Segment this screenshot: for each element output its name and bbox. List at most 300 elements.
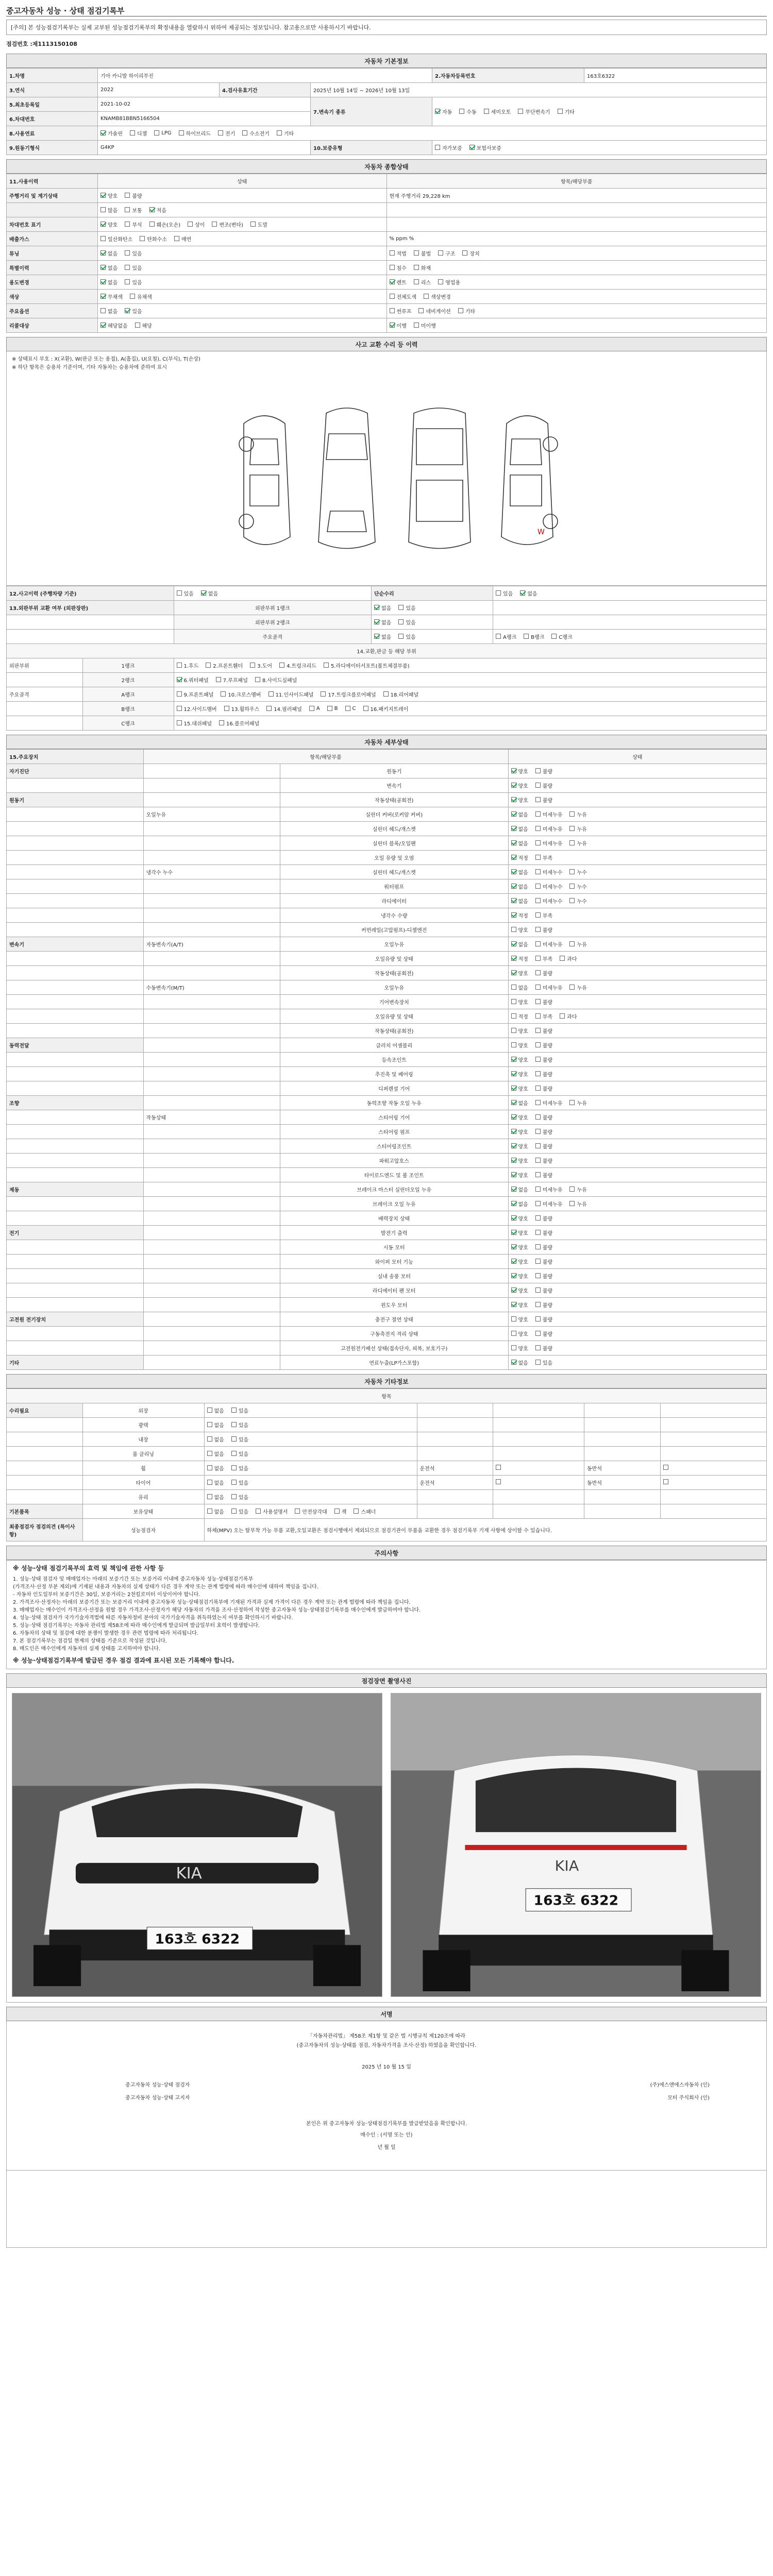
- checkbox-icon[interactable]: [242, 130, 247, 135]
- checkbox-icon[interactable]: [374, 605, 379, 610]
- checkbox-icon[interactable]: [496, 634, 501, 639]
- checkbox-icon[interactable]: [231, 1408, 237, 1413]
- checkbox-icon[interactable]: [511, 1172, 516, 1177]
- extra-side-option[interactable]: [663, 1479, 670, 1484]
- checkbox-icon[interactable]: [459, 109, 464, 114]
- checkbox-icon[interactable]: [511, 811, 516, 817]
- extra-option[interactable]: [207, 1450, 224, 1458]
- overall-option[interactable]: [100, 307, 117, 315]
- parts-option[interactable]: [324, 662, 410, 669]
- checkbox-icon[interactable]: [390, 279, 395, 284]
- overall-option[interactable]: [100, 293, 123, 300]
- detail-option[interactable]: [511, 1171, 528, 1179]
- rank-grade-option[interactable]: [524, 633, 544, 640]
- parts-option[interactable]: [177, 676, 209, 684]
- checkbox-icon[interactable]: [535, 1259, 541, 1264]
- detail-option[interactable]: [569, 810, 586, 818]
- extra-option[interactable]: [295, 1507, 327, 1515]
- checkbox-icon[interactable]: [462, 250, 467, 256]
- checkbox-icon[interactable]: [414, 279, 419, 284]
- checkbox-icon[interactable]: [177, 706, 182, 711]
- checkbox-icon[interactable]: [535, 1331, 541, 1336]
- detail-option[interactable]: [511, 854, 528, 861]
- checkbox-icon[interactable]: [207, 1408, 212, 1413]
- checkbox-icon[interactable]: [535, 1114, 541, 1120]
- overall-option[interactable]: [149, 206, 166, 214]
- detail-option[interactable]: [569, 839, 586, 847]
- parts-option[interactable]: [206, 662, 243, 669]
- extra-option[interactable]: [207, 1435, 224, 1443]
- checkbox-icon[interactable]: [414, 323, 419, 328]
- checkbox-icon[interactable]: [496, 590, 501, 596]
- extra-option[interactable]: [231, 1421, 248, 1429]
- detail-option[interactable]: [535, 911, 552, 919]
- checkbox-icon[interactable]: [207, 1422, 212, 1427]
- detail-option[interactable]: [535, 825, 563, 833]
- checkbox-icon[interactable]: [535, 1143, 541, 1148]
- checkbox-icon[interactable]: [511, 1042, 516, 1047]
- checkbox-icon[interactable]: [511, 869, 516, 874]
- parts-option[interactable]: [219, 719, 259, 727]
- detail-option[interactable]: [535, 1214, 552, 1222]
- checkbox-icon[interactable]: [435, 109, 440, 114]
- detail-option[interactable]: [511, 897, 528, 905]
- repair-option[interactable]: [496, 589, 513, 597]
- checkbox-icon[interactable]: [179, 130, 184, 135]
- checkbox-icon[interactable]: [535, 869, 541, 874]
- detail-option[interactable]: [560, 1012, 577, 1020]
- overall-option[interactable]: [125, 278, 142, 286]
- overall-option[interactable]: [125, 307, 142, 315]
- checkbox-icon[interactable]: [231, 1422, 237, 1427]
- checkbox-icon[interactable]: [125, 250, 130, 256]
- trans-option[interactable]: [484, 108, 511, 115]
- fuel-option[interactable]: [154, 130, 171, 136]
- checkbox-icon[interactable]: [511, 1287, 516, 1293]
- checkbox-icon[interactable]: [518, 109, 523, 114]
- checkbox-icon[interactable]: [201, 590, 206, 596]
- checkbox-icon[interactable]: [535, 1129, 541, 1134]
- extra-option[interactable]: [207, 1406, 224, 1414]
- checkbox-icon[interactable]: [511, 855, 516, 860]
- checkbox-icon[interactable]: [374, 634, 379, 639]
- detail-option[interactable]: [511, 796, 528, 804]
- detail-option[interactable]: [511, 1258, 528, 1265]
- detail-option[interactable]: [511, 1041, 528, 1049]
- parts-option[interactable]: [250, 662, 272, 669]
- checkbox-icon[interactable]: [535, 927, 541, 932]
- detail-option[interactable]: [511, 1070, 528, 1078]
- overall-option[interactable]: [250, 221, 267, 228]
- detail-option[interactable]: [511, 1301, 528, 1309]
- checkbox-icon[interactable]: [511, 999, 516, 1004]
- checkbox-icon[interactable]: [663, 1465, 668, 1470]
- rank-grade-option[interactable]: [551, 633, 572, 640]
- checkbox-icon[interactable]: [414, 250, 419, 256]
- checkbox-icon[interactable]: [569, 869, 575, 874]
- checkbox-icon[interactable]: [154, 130, 159, 135]
- extra-option[interactable]: [207, 1421, 224, 1429]
- checkbox-icon[interactable]: [383, 691, 389, 697]
- overall-option[interactable]: [100, 192, 117, 199]
- checkbox-icon[interactable]: [560, 956, 565, 961]
- detail-option[interactable]: [511, 1330, 528, 1337]
- overall-right-option[interactable]: [414, 321, 436, 329]
- checkbox-icon[interactable]: [100, 207, 106, 212]
- accident-option[interactable]: [201, 589, 218, 597]
- checkbox-icon[interactable]: [511, 1187, 516, 1192]
- checkbox-icon[interactable]: [177, 677, 182, 682]
- checkbox-icon[interactable]: [231, 1494, 237, 1499]
- rank-grade-option[interactable]: [496, 633, 516, 640]
- checkbox-icon[interactable]: [469, 145, 475, 150]
- checkbox-icon[interactable]: [424, 294, 429, 299]
- checkbox-icon[interactable]: [207, 1451, 212, 1456]
- checkbox-icon[interactable]: [334, 1509, 340, 1514]
- overall-option[interactable]: [130, 293, 152, 300]
- parts-option[interactable]: [177, 705, 217, 713]
- fuel-option[interactable]: [218, 129, 235, 137]
- parts-option[interactable]: [177, 690, 214, 698]
- checkbox-icon[interactable]: [569, 884, 575, 889]
- detail-option[interactable]: [511, 1128, 528, 1136]
- checkbox-icon[interactable]: [207, 1509, 212, 1514]
- checkbox-icon[interactable]: [125, 265, 130, 270]
- overall-right-option[interactable]: [438, 278, 460, 286]
- checkbox-icon[interactable]: [130, 130, 135, 135]
- trans-option[interactable]: [435, 108, 452, 115]
- detail-option[interactable]: [511, 1286, 528, 1294]
- checkbox-icon[interactable]: [569, 941, 575, 946]
- checkbox-icon[interactable]: [277, 130, 282, 135]
- detail-option[interactable]: [511, 1027, 528, 1035]
- checkbox-icon[interactable]: [511, 1114, 516, 1120]
- detail-option[interactable]: [511, 767, 528, 775]
- detail-option[interactable]: [511, 1214, 528, 1222]
- overall-right-option[interactable]: [414, 249, 431, 257]
- checkbox-icon[interactable]: [438, 279, 443, 284]
- detail-option[interactable]: [535, 1113, 552, 1121]
- detail-option[interactable]: [511, 998, 528, 1006]
- trans-option[interactable]: [459, 108, 476, 115]
- checkbox-icon[interactable]: [569, 1201, 575, 1206]
- overall-option[interactable]: [100, 221, 117, 228]
- detail-option[interactable]: [535, 810, 563, 818]
- checkbox-icon[interactable]: [398, 634, 404, 639]
- detail-option[interactable]: [511, 969, 528, 977]
- detail-option[interactable]: [511, 810, 528, 818]
- parts-option[interactable]: [363, 705, 409, 713]
- checkbox-icon[interactable]: [511, 927, 516, 932]
- checkbox-icon[interactable]: [100, 250, 106, 256]
- parts-option[interactable]: [224, 705, 260, 713]
- checkbox-icon[interactable]: [174, 236, 179, 241]
- checkbox-icon[interactable]: [250, 663, 255, 668]
- checkbox-icon[interactable]: [535, 1158, 541, 1163]
- detail-option[interactable]: [535, 1330, 552, 1337]
- checkbox-icon[interactable]: [511, 768, 516, 773]
- checkbox-icon[interactable]: [511, 826, 516, 831]
- checkbox-icon[interactable]: [511, 1086, 516, 1091]
- checkbox-icon[interactable]: [219, 720, 224, 725]
- parts-option[interactable]: [177, 662, 199, 669]
- detail-option[interactable]: [535, 1157, 552, 1164]
- checkbox-icon[interactable]: [321, 691, 326, 697]
- rank-option[interactable]: [374, 633, 391, 640]
- warranty-option[interactable]: [435, 144, 462, 151]
- detail-option[interactable]: [511, 1200, 528, 1208]
- checkbox-icon[interactable]: [100, 193, 106, 198]
- checkbox-icon[interactable]: [100, 308, 106, 313]
- checkbox-icon[interactable]: [535, 1028, 541, 1033]
- detail-option[interactable]: [535, 984, 563, 991]
- checkbox-icon[interactable]: [100, 222, 106, 227]
- checkbox-icon[interactable]: [414, 265, 419, 270]
- detail-option[interactable]: [535, 955, 552, 962]
- checkbox-icon[interactable]: [511, 797, 516, 802]
- detail-option[interactable]: [511, 911, 528, 919]
- checkbox-icon[interactable]: [511, 1071, 516, 1076]
- overall-option[interactable]: [125, 249, 142, 257]
- checkbox-icon[interactable]: [177, 720, 182, 725]
- checkbox-icon[interactable]: [231, 1509, 237, 1514]
- checkbox-icon[interactable]: [207, 1480, 212, 1485]
- checkbox-icon[interactable]: [511, 840, 516, 845]
- overall-option[interactable]: [100, 249, 117, 257]
- detail-option[interactable]: [535, 1359, 552, 1366]
- extra-option[interactable]: [207, 1479, 224, 1486]
- detail-option[interactable]: [535, 926, 552, 934]
- detail-option[interactable]: [511, 955, 528, 962]
- detail-option[interactable]: [511, 1084, 528, 1092]
- detail-option[interactable]: [511, 984, 528, 991]
- extra-option[interactable]: [231, 1479, 248, 1486]
- overall-option[interactable]: [100, 235, 132, 243]
- checkbox-icon[interactable]: [218, 130, 223, 135]
- checkbox-icon[interactable]: [551, 634, 557, 639]
- overall-option[interactable]: [140, 235, 167, 243]
- detail-option[interactable]: [535, 1041, 552, 1049]
- checkbox-icon[interactable]: [324, 663, 329, 668]
- checkbox-icon[interactable]: [535, 1013, 541, 1019]
- checkbox-icon[interactable]: [535, 898, 541, 903]
- checkbox-icon[interactable]: [390, 308, 395, 313]
- checkbox-icon[interactable]: [309, 706, 314, 711]
- overall-option[interactable]: [125, 192, 142, 199]
- detail-option[interactable]: [511, 1185, 528, 1193]
- overall-right-option[interactable]: [390, 307, 412, 315]
- extra-option[interactable]: [231, 1464, 248, 1472]
- checkbox-icon[interactable]: [100, 279, 106, 284]
- detail-option[interactable]: [535, 897, 563, 905]
- detail-option[interactable]: [511, 1359, 528, 1366]
- checkbox-icon[interactable]: [435, 145, 440, 150]
- checkbox-icon[interactable]: [535, 1100, 541, 1105]
- checkbox-icon[interactable]: [560, 1013, 565, 1019]
- overall-option[interactable]: [149, 221, 180, 228]
- checkbox-icon[interactable]: [535, 1230, 541, 1235]
- checkbox-icon[interactable]: [535, 956, 541, 961]
- checkbox-icon[interactable]: [212, 222, 217, 227]
- checkbox-icon[interactable]: [100, 236, 106, 241]
- checkbox-icon[interactable]: [345, 706, 350, 711]
- extra-option[interactable]: [334, 1507, 347, 1515]
- checkbox-icon[interactable]: [135, 323, 140, 328]
- checkbox-icon[interactable]: [535, 797, 541, 802]
- overall-right-option[interactable]: [390, 264, 407, 272]
- fuel-option[interactable]: [130, 129, 147, 137]
- fuel-option[interactable]: [277, 129, 294, 137]
- checkbox-icon[interactable]: [418, 308, 424, 313]
- extra-option[interactable]: [207, 1507, 224, 1515]
- checkbox-icon[interactable]: [663, 1479, 668, 1484]
- checkbox-icon[interactable]: [535, 1057, 541, 1062]
- detail-option[interactable]: [535, 1128, 552, 1136]
- checkbox-icon[interactable]: [535, 941, 541, 946]
- detail-option[interactable]: [535, 782, 552, 789]
- checkbox-icon[interactable]: [511, 1013, 516, 1019]
- checkbox-icon[interactable]: [266, 706, 272, 711]
- detail-option[interactable]: [535, 969, 552, 977]
- checkbox-icon[interactable]: [535, 1273, 541, 1278]
- checkbox-icon[interactable]: [231, 1436, 237, 1442]
- overall-right-option[interactable]: [390, 321, 407, 329]
- detail-option[interactable]: [511, 839, 528, 847]
- detail-option[interactable]: [511, 1113, 528, 1121]
- checkbox-icon[interactable]: [255, 677, 260, 682]
- detail-option[interactable]: [535, 1070, 552, 1078]
- checkbox-icon[interactable]: [354, 1509, 359, 1514]
- detail-option[interactable]: [511, 1056, 528, 1063]
- parts-option[interactable]: [268, 690, 314, 698]
- checkbox-icon[interactable]: [130, 294, 135, 299]
- detail-option[interactable]: [569, 868, 586, 876]
- checkbox-icon[interactable]: [535, 840, 541, 845]
- accident-option[interactable]: [177, 589, 194, 597]
- detail-option[interactable]: [535, 1286, 552, 1294]
- rank-option[interactable]: [374, 618, 391, 626]
- checkbox-icon[interactable]: [100, 130, 106, 135]
- checkbox-icon[interactable]: [390, 323, 395, 328]
- checkbox-icon[interactable]: [569, 826, 575, 831]
- checkbox-icon[interactable]: [125, 279, 130, 284]
- detail-option[interactable]: [511, 782, 528, 789]
- detail-option[interactable]: [535, 1229, 552, 1236]
- checkbox-icon[interactable]: [511, 1143, 516, 1148]
- detail-option[interactable]: [511, 883, 528, 890]
- checkbox-icon[interactable]: [327, 706, 332, 711]
- detail-option[interactable]: [511, 1012, 528, 1020]
- checkbox-icon[interactable]: [511, 1100, 516, 1105]
- checkbox-icon[interactable]: [140, 236, 145, 241]
- checkbox-icon[interactable]: [535, 1345, 541, 1350]
- warranty-option[interactable]: [469, 144, 501, 151]
- detail-option[interactable]: [535, 1142, 552, 1150]
- checkbox-icon[interactable]: [216, 677, 221, 682]
- rank-option[interactable]: [398, 604, 415, 612]
- rank-option[interactable]: [398, 633, 415, 640]
- rank-option[interactable]: [398, 618, 415, 626]
- detail-option[interactable]: [569, 897, 586, 905]
- checkbox-icon[interactable]: [398, 605, 404, 610]
- overall-option[interactable]: [212, 221, 243, 228]
- extra-option[interactable]: [231, 1493, 248, 1501]
- repair-option[interactable]: [520, 589, 537, 597]
- checkbox-icon[interactable]: [438, 250, 443, 256]
- checkbox-icon[interactable]: [207, 1494, 212, 1499]
- checkbox-icon[interactable]: [224, 706, 229, 711]
- checkbox-icon[interactable]: [535, 1071, 541, 1076]
- checkbox-icon[interactable]: [511, 970, 516, 975]
- parts-option[interactable]: [266, 705, 302, 713]
- checkbox-icon[interactable]: [535, 1302, 541, 1307]
- checkbox-icon[interactable]: [256, 1509, 261, 1514]
- checkbox-icon[interactable]: [177, 691, 182, 697]
- detail-option[interactable]: [560, 955, 577, 962]
- checkbox-icon[interactable]: [569, 1100, 575, 1105]
- overall-option[interactable]: [125, 264, 142, 272]
- parts-option[interactable]: [279, 662, 316, 669]
- extra-option[interactable]: [207, 1464, 224, 1472]
- checkbox-icon[interactable]: [569, 840, 575, 845]
- detail-option[interactable]: [511, 1243, 528, 1251]
- checkbox-icon[interactable]: [569, 985, 575, 990]
- parts-option[interactable]: [345, 706, 356, 711]
- checkbox-icon[interactable]: [177, 590, 182, 596]
- detail-option[interactable]: [535, 796, 552, 804]
- overall-right-option[interactable]: [438, 249, 455, 257]
- checkbox-icon[interactable]: [484, 109, 489, 114]
- overall-right-option[interactable]: [390, 278, 407, 286]
- detail-option[interactable]: [511, 868, 528, 876]
- checkbox-icon[interactable]: [535, 1086, 541, 1091]
- detail-option[interactable]: [569, 1099, 586, 1107]
- checkbox-icon[interactable]: [558, 109, 563, 114]
- checkbox-icon[interactable]: [535, 912, 541, 918]
- detail-option[interactable]: [511, 1272, 528, 1280]
- detail-option[interactable]: [569, 1200, 586, 1208]
- detail-option[interactable]: [535, 883, 563, 890]
- checkbox-icon[interactable]: [511, 956, 516, 961]
- checkbox-icon[interactable]: [511, 1316, 516, 1321]
- overall-right-option[interactable]: [414, 278, 431, 286]
- checkbox-icon[interactable]: [207, 1465, 212, 1470]
- checkbox-icon[interactable]: [100, 294, 106, 299]
- checkbox-icon[interactable]: [511, 1244, 516, 1249]
- checkbox-icon[interactable]: [511, 1273, 516, 1278]
- extra-option[interactable]: [231, 1507, 248, 1515]
- overall-right-option[interactable]: [462, 249, 479, 257]
- checkbox-icon[interactable]: [511, 783, 516, 788]
- checkbox-icon[interactable]: [511, 1259, 516, 1264]
- overall-right-option[interactable]: [458, 307, 475, 315]
- parts-option[interactable]: [221, 690, 261, 698]
- checkbox-icon[interactable]: [511, 884, 516, 889]
- rank-option[interactable]: [374, 604, 391, 612]
- checkbox-icon[interactable]: [535, 970, 541, 975]
- detail-option[interactable]: [569, 825, 586, 833]
- parts-option[interactable]: [216, 676, 248, 684]
- detail-option[interactable]: [511, 940, 528, 948]
- overall-option[interactable]: [135, 321, 152, 329]
- checkbox-icon[interactable]: [535, 1187, 541, 1192]
- checkbox-icon[interactable]: [125, 207, 130, 212]
- trans-option[interactable]: [558, 108, 575, 115]
- detail-option[interactable]: [535, 1315, 552, 1323]
- fuel-option[interactable]: [179, 129, 211, 137]
- parts-option[interactable]: [255, 676, 297, 684]
- checkbox-icon[interactable]: [511, 1057, 516, 1062]
